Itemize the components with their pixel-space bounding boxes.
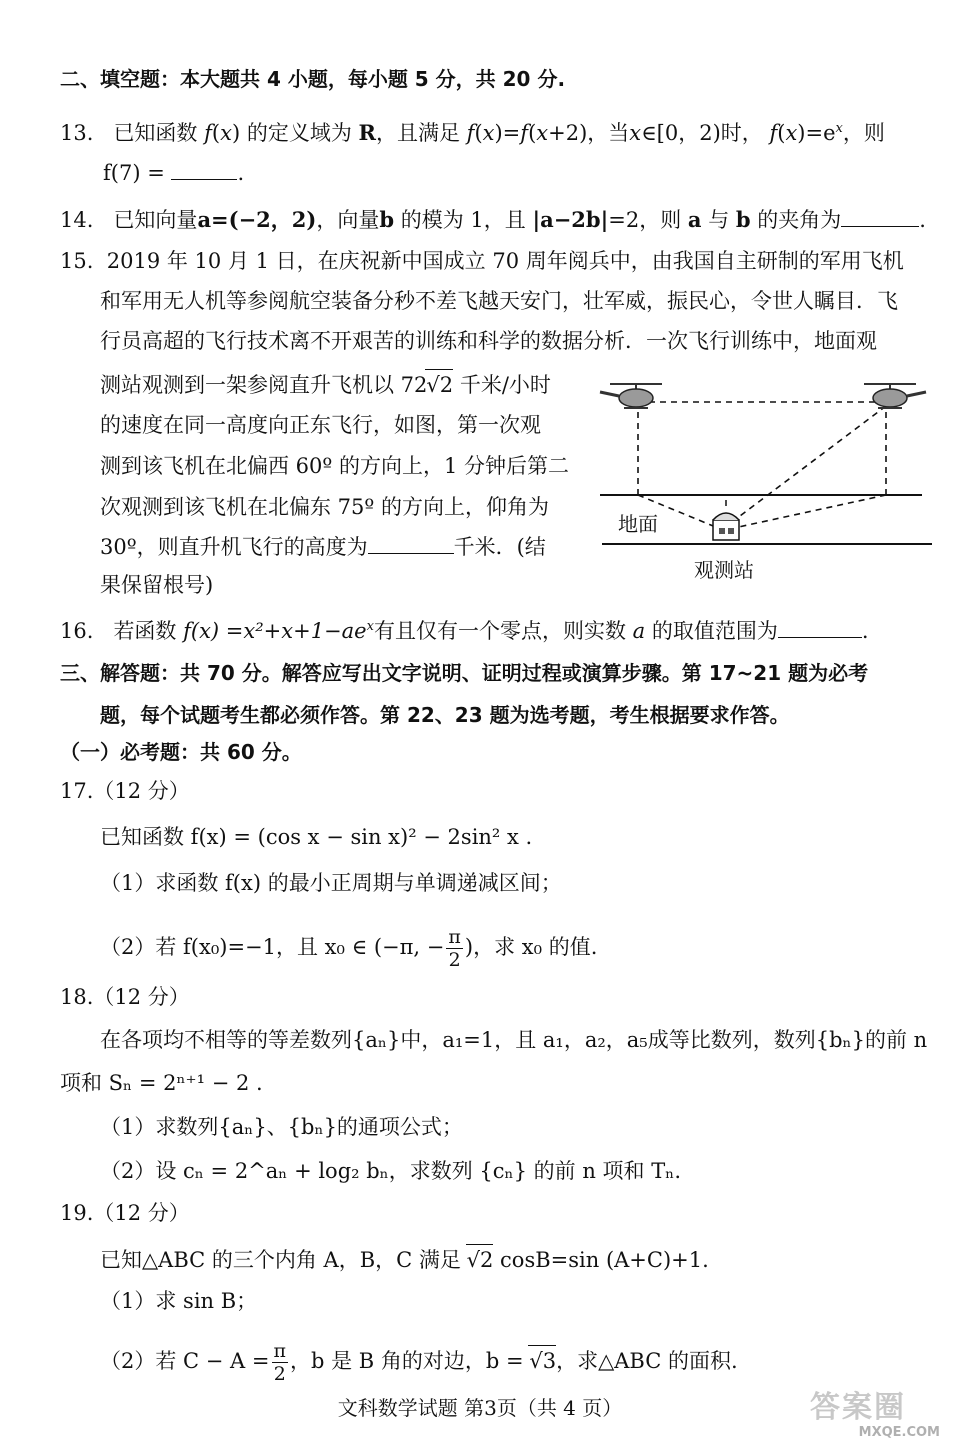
question-19-stem	[100, 1244, 709, 1275]
question-15-line-6: 测到该飞机在北偏西 60º 的方向上，1 分钟后第二	[100, 454, 569, 478]
question-17-part-2	[100, 926, 597, 971]
question-15-line-5: 的速度在同一高度向正东飞行，如图，第一次观	[100, 413, 541, 437]
q14-vector-b: b	[379, 207, 395, 232]
q19-text: ，b 是 B 角的对边，b =	[290, 1349, 524, 1373]
q13-text: ，则	[842, 121, 885, 145]
sqrt-expr: √2	[425, 369, 453, 400]
q14-text: =2，则	[608, 208, 682, 232]
figure-diagram	[596, 370, 936, 590]
helicopter-icon-left	[600, 384, 662, 408]
ground-label: 地面	[618, 512, 658, 536]
ground-line-right	[734, 495, 886, 528]
q16-text: 有且仅有一个零点，则实数	[373, 619, 626, 643]
question-number: 13.	[60, 121, 94, 145]
q15-text: 千米/小时	[453, 373, 551, 397]
q14-text: 的夹角为	[757, 208, 842, 232]
q17-text: )，求 x₀ 的值.	[464, 935, 598, 959]
question-18-part-2: （2）设 cₙ = 2^aₙ + log₂ bₙ，求数列 {cₙ} 的前 n 项和 Tₙ.	[100, 1159, 681, 1183]
question-15-line-3: 行员高超的飞行技术离不开艰苦的训练和科学的数据分析．一次飞行训练中，地面观	[100, 329, 877, 353]
answer-blank[interactable]	[841, 206, 919, 227]
section-heading-solutions-2: 题，每个试题考生都必须作答。第 22、23 题为选考题，考生根据要求作答。	[100, 703, 790, 727]
q19-text: ，求△ABC 的面积.	[556, 1349, 738, 1373]
q19-text: cosB=sin (A+C)+1.	[500, 1248, 709, 1272]
question-17-stem: 已知函数 f(x) = (cos x − sin x)² − 2sin² x .	[100, 825, 533, 849]
question-15-line-9: 果保留根号)	[100, 573, 214, 597]
section-heading-fill-in: 二、填空题：本大题共 4 小题，每小题 5 分，共 20 分.	[60, 67, 566, 91]
question-19-header: 19.（12 分）	[60, 1201, 190, 1225]
q15-text: 千米．(结	[453, 535, 546, 559]
question-15-line-7: 次观测到该飞机在北偏东 75º 的方向上，仰角为	[100, 495, 549, 519]
q14-text: ，向量	[316, 208, 380, 232]
question-17-header: 17.（12 分）	[60, 779, 190, 803]
observation-station-icon	[713, 500, 739, 540]
question-13-line-1: 13. 已知函数 f(x) 的定义域为 R，且满足 f(x)=f(x+2)，当x∈[0，2)时， $f(x)=e^x$，则	[60, 120, 885, 145]
question-number: 15.	[60, 249, 94, 273]
sqrt-expr: √2	[466, 1244, 494, 1275]
question-16: 16. 若函数 $f(x) =x^2+x+1-ae^x$有且仅有一个零点，则实数 a 的取值范围为 .	[60, 619, 869, 643]
question-18-line-2: 项和 Sₙ = 2ⁿ⁺¹ − 2 .	[60, 1071, 263, 1095]
site-logo	[804, 1388, 944, 1442]
q15-text: 2019 年 10 月 1 日，在庆祝新中国成立 70 周年阅兵中，由我国自主研制的军用飞机	[106, 249, 904, 273]
question-18-line-1: 在各项均不相等的等差数列{aₙ}中，a₁=1，且 a₁，a₂，a₅成等比数列，数列{bₙ}的前 n	[100, 1028, 928, 1052]
q14-abs-expr: |a−2b|	[532, 207, 609, 232]
question-13-line-2: f(7) = .	[103, 161, 245, 185]
q13-text: 时，	[720, 121, 763, 145]
q16-function: f(x) =x²+x+1−ae	[183, 619, 367, 643]
answer-blank[interactable]	[368, 533, 454, 554]
logo-text: 答案圈	[810, 1390, 906, 1425]
question-number: 14.	[60, 208, 94, 232]
question-19-part-2	[100, 1340, 738, 1385]
q19-text: 已知△ABC 的三个内角 A，B，C 满足	[100, 1248, 461, 1272]
question-14: 14. 已知向量a=(−2，2)，向量b 的模为 1，且 |a−2b|=2，则 a 与 b 的夹角为 .	[60, 207, 926, 232]
station-label: 观测站	[694, 558, 754, 582]
q16-text: 的取值范围为	[651, 619, 778, 643]
question-17-part-1: （1）求函数 f(x) 的最小正周期与单调递减区间；	[100, 871, 562, 895]
q16-text: 若函数	[113, 619, 177, 643]
part-heading-required: （一）必考题：共 60 分。	[60, 740, 302, 764]
q13-text: 的定义域为	[246, 121, 352, 145]
q14-text: 已知向量	[113, 208, 198, 232]
q14-text: 的模为 1，且	[400, 208, 526, 232]
question-15-line-1	[60, 246, 904, 276]
question-18-header: 18.（12 分）	[60, 985, 190, 1009]
q13-expression: f(7) =	[103, 161, 165, 185]
answer-blank[interactable]	[171, 159, 237, 180]
q14-vector-a: a=(−2，2)	[197, 207, 317, 232]
q13-text: ，且满足	[375, 121, 460, 145]
question-15-line-2: 和军用无人机等参阅航空装备分秒不差飞越天安门，壮军威，振民心，令世人瞩目．飞	[100, 289, 898, 313]
page-footer: 文科数学试题 第3页（共 4 页）	[337, 1396, 623, 1420]
sqrt-expr: √3	[528, 1345, 556, 1376]
q15-text: 测站观测到一架参阅直升飞机以 72	[100, 373, 428, 397]
q16-var: a	[632, 619, 646, 643]
logo-domain: MXQE.COM	[858, 1425, 940, 1440]
q14-text: 与	[708, 208, 730, 232]
q13-domain: R	[358, 120, 376, 145]
helicopter-figure	[596, 370, 936, 590]
fraction: $\frac{\pi}{2}$	[273, 1340, 286, 1385]
question-15-line-4	[100, 369, 551, 400]
answer-blank[interactable]	[778, 617, 862, 638]
sight-line	[732, 406, 886, 522]
question-15-line-8	[100, 532, 546, 562]
question-number: 16.	[60, 619, 94, 643]
q13-text: ，当	[587, 121, 630, 145]
fraction: $\frac{\pi}{2}$	[448, 926, 461, 971]
section-heading-solutions: 三、解答题：共 70 分。解答应写出文字说明、证明过程或演算步骤。第 17~21 题为必考	[60, 661, 869, 685]
q15-text: 30º，则直升机飞行的高度为	[100, 535, 368, 559]
question-18-part-1: （1）求数列{aₙ}、{bₙ}的通项公式；	[100, 1115, 463, 1139]
question-19-part-1: （1）求 sin B；	[100, 1289, 258, 1313]
helicopter-icon-right	[864, 384, 926, 408]
q13-text: 已知函数	[113, 121, 198, 145]
q19-text: （2）若 C − A =	[100, 1349, 270, 1373]
q17-text: （2）若 f(x₀)=−1，且 x₀ ∈ (−π, −	[100, 935, 445, 959]
